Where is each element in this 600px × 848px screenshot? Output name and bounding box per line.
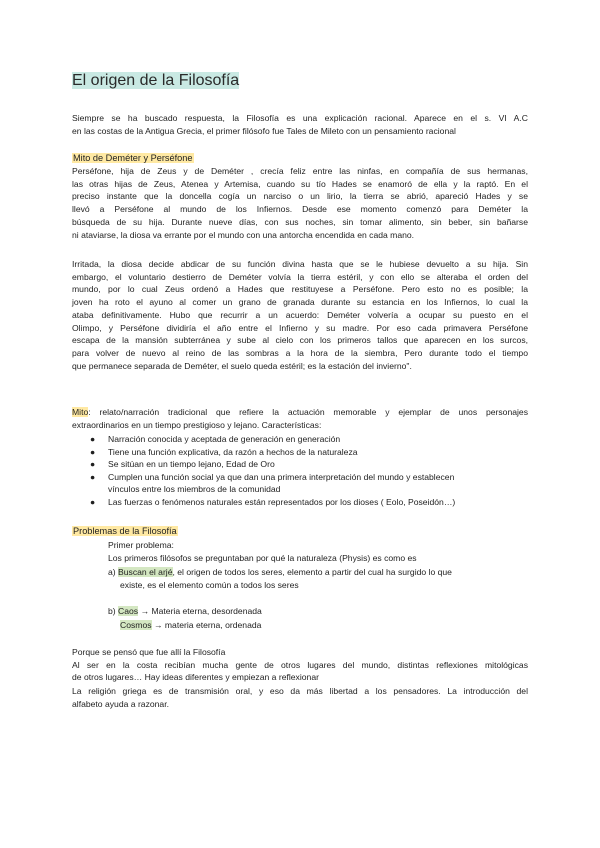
text-line: para volver de nuevo al reino de las sombras a la hora de la siembra, Pero durante todo el tiempo	[72, 347, 528, 358]
text-line: las otras hijas de Zeus, Atenea y Artemisa, cuando su tío Hades se enamoró de ella y la raptó. En el	[72, 178, 528, 189]
cosmos-highlight: Cosmos	[120, 620, 152, 630]
myth-heading: Mito de Deméter y Perséfone	[73, 153, 193, 163]
text-line: extraordinarios en un tiempo prestigioso y lejano. Características:	[72, 419, 322, 430]
list-item: ● Se sitúan en un tiempo lejano, Edad de Oro	[90, 459, 275, 469]
bullet-icon: ●	[90, 496, 96, 507]
item-b-caos: b) Caos → Materia eterna, desordenada	[108, 606, 262, 616]
page-title: El origen de la Filosofía	[72, 72, 240, 89]
text-line: La religión griega es de transmisión oral, y eso da más libertad a los pensadores. La introducción del	[72, 686, 528, 696]
arje-highlight: Buscan el arjé	[118, 567, 173, 577]
bullet-icon: ●	[90, 446, 96, 457]
text-line: ataba definitivamente. Hubo que recurrir a un acuerdo: Deméter volvería a ocupar su puesto en el	[72, 309, 528, 320]
text-line: llevó a Perséfone al mundo de los Infiernos. Desde ese momento comenzó para Deméter la	[72, 204, 528, 215]
text-line: Mito: relato/narración tradicional que refiere la actuación memorable y ejemplar de unos personajes	[72, 407, 528, 417]
list-item: ● Las fuerzas o fenómenos naturales están representados por los dioses ( Eolo, Poseidón…)	[90, 496, 456, 507]
text-line: que permanece separada de Deméter, el suelo queda estéril; es la estación del invierno".	[72, 360, 412, 371]
text-line: embargo, el voluntario destierro de Deméter volvía la tierra estéril, y con ello se alteraba el orden del	[72, 271, 528, 282]
bullet-icon: ●	[90, 459, 96, 469]
caos-highlight: Caos	[118, 606, 139, 616]
item-a: a) Buscan el arjé, el origen de todos los seres, elemento a partir del cual ha surgido lo que existe, es el elemento común a todos los seres	[108, 567, 452, 590]
text-line: Perséfone, hija de Zeus y de Deméter , crecía feliz entre las ninfas, en compañía de sus hermanas,	[72, 166, 528, 176]
bullet-icon: ●	[90, 434, 96, 444]
myth-term: Mito	[72, 407, 89, 417]
text-line: Irritada, la diosa decide abdicar de su función divina hasta que se le hubiese devuelto a su hija. Sin	[72, 259, 528, 269]
text-line: Siempre se ha buscado respuesta, la Filosofía es una explicación racional. Aparece en el s. VI A.C	[72, 113, 528, 123]
list-item: ● Cumplen una función social ya que dan una primera interpretación del mundo y establecen vínculos entre los miembros de la comunidad	[90, 471, 455, 494]
first-problem-question: Los primeros filósofos se preguntaban por qué la naturaleza (Physis) es como es	[108, 553, 417, 563]
text-line: alfabeto ayuda a razonar.	[72, 698, 169, 709]
text-line: preciso instante que la doncella cogía un narciso o un lirio, la tierra se abrió, apareció Hades y se	[72, 191, 528, 202]
myth-paragraph-2	[72, 258, 528, 372]
text-line: Olimpo, y Perséfone dividiría el año entre el Infierno y su madre. Por eso cada primavera Perséfone	[72, 322, 528, 333]
problems-heading: Problemas de la Filosofía	[73, 526, 177, 536]
text-line: en las costas de la Antigua Grecia, el primer filósofo fue Tales de Mileto con un pensamiento racional	[72, 125, 456, 136]
text-line: mundo, por lo cual Zeus ordenó a Hades que restituyese a Perséfone. Pero esto no es posible; la	[72, 284, 528, 295]
item-b-cosmos: Cosmos → materia eterna, ordenada	[120, 620, 262, 630]
text-line: Al ser en la costa recibían mucha gente de otros lugares del mundo, distintas reflexiones mitológicas	[72, 659, 528, 670]
text-line: Porque se pensó que fue allí la Filosofía	[72, 647, 226, 657]
text-line: joven ha roto el ayuno al comer un grano de granada durante su estancia en los Infiernos, lo cual la	[72, 297, 528, 308]
list-item: ● Narración conocida y aceptada de generación en generación	[90, 434, 341, 444]
intro-paragraph	[72, 112, 528, 137]
text-line: ni ataviarse, la diosa va errante por el mundo con una antorcha encendida en cada mano.	[72, 229, 415, 240]
myth-definition	[72, 406, 528, 431]
closing-paragraph-1	[72, 646, 528, 684]
myth-paragraph-1	[72, 165, 528, 241]
list-item: ● Tiene una función explicativa, da razón a hechos de la naturaleza	[90, 446, 358, 457]
bullet-icon: ●	[90, 471, 96, 482]
characteristics-list	[72, 433, 528, 508]
text-line: de otros lugares… Hay ideas diferentes y empiezan a reflexionar	[72, 672, 319, 683]
first-problem-label: Primer problema:	[108, 540, 174, 550]
text-line: escapa de la mansión subterránea y sube al cielo con los primeros tallos que aparecen en los surcos,	[72, 335, 528, 346]
text-line: búsqueda de su hija. Durante nueve días, con sus noches, sin tomar alimento, sin beber, sin bañarse	[72, 216, 528, 227]
closing-paragraph-2	[72, 685, 528, 710]
